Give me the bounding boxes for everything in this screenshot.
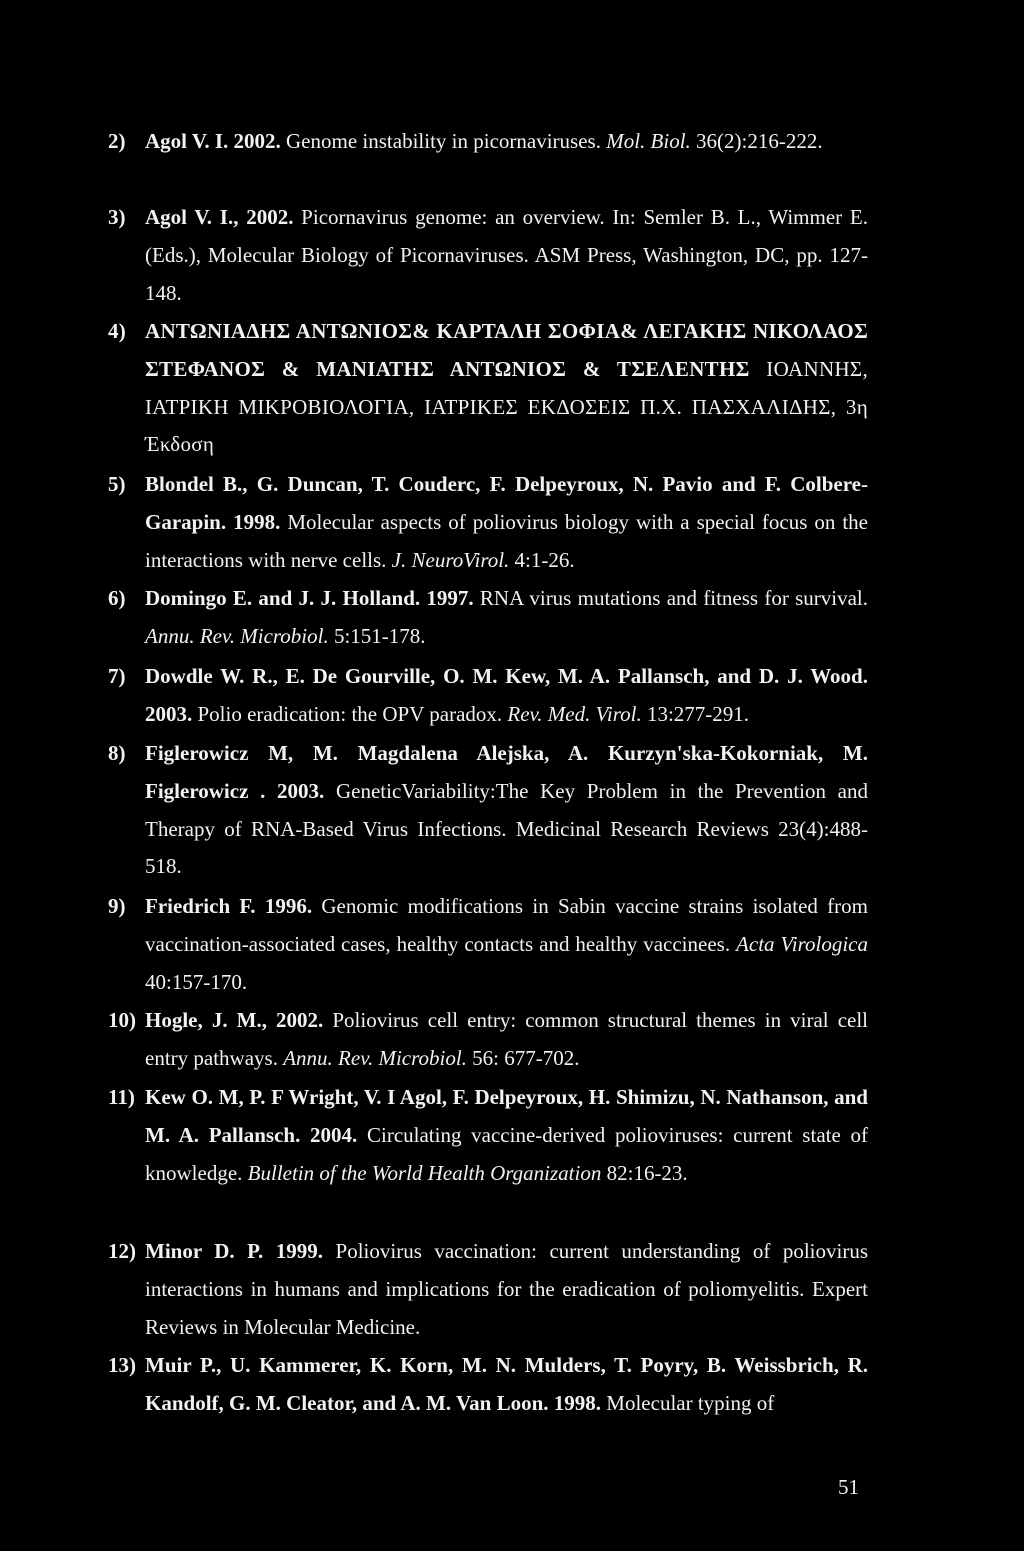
reference-text (145, 1079, 868, 1192)
reference-item (108, 313, 868, 464)
reference-number: 4) (108, 319, 127, 343)
reference-text (145, 1347, 868, 1423)
reference-title: Polio eradication: the OPV paradox. (192, 701, 508, 726)
reference-details: 56: 677-702. (466, 1045, 580, 1070)
reference-authors: Figlerowicz M, M. Magdalena Alejska, A. Kurzyn'ska-Kokorniak, M. Figlerowicz . 2003. (145, 741, 868, 803)
reference-text (145, 658, 868, 734)
reference-text (145, 313, 868, 464)
reference-authors: Hogle, J. M., 2002. (145, 1008, 324, 1032)
reference-authors: Domingo E. and J. J. Holland. 1997. (145, 586, 474, 610)
reference-details: 36(2):216-222. (690, 129, 823, 153)
reference-text (145, 580, 868, 656)
reference-title: Poliovirus cell entry: common structural themes in viral cell entry pathways. (145, 1008, 869, 1070)
reference-journal: Rev. Med. Virol. (507, 701, 642, 726)
reference-details: 82:16-23. (601, 1160, 688, 1185)
reference-number: 11) (108, 1085, 135, 1109)
reference-authors: Blondel B., G. Duncan, T. Couderc, F. Delpeyroux, N. Pavio and F. Colbere-Garapin. 1998. (145, 472, 868, 534)
reference-details: 5:151-178. (328, 623, 426, 648)
reference-journal: Bulletin of the World Health Organization (247, 1160, 602, 1185)
reference-title: GeneticVariability:The Key Problem in the Prevention and Therapy of RNA-Based Virus Infections. Medicinal Research Reviews 23(4):488-518. (145, 778, 869, 879)
reference-number: 12) (108, 1239, 136, 1263)
reference-journal: J. NeuroVirol. (391, 547, 510, 572)
reference-item (108, 123, 868, 161)
reference-text (145, 888, 868, 1001)
reference-journal: Acta Virologica (736, 931, 868, 956)
reference-number: 9) (108, 894, 126, 918)
reference-text (145, 1002, 868, 1078)
reference-journal: Annu. Rev. Microbiol. (283, 1045, 467, 1070)
reference-number: 3) (108, 205, 126, 229)
reference-text (145, 735, 868, 886)
reference-authors: Friedrich F. 1996. (145, 894, 313, 918)
reference-item (108, 199, 868, 312)
reference-details: 40:157-170. (145, 969, 248, 994)
reference-text (145, 466, 868, 579)
reference-number: 10) (108, 1008, 136, 1032)
reference-text (145, 199, 868, 312)
reference-title: Circulating vaccine-derived polioviruses: current state of knowledge. (145, 1122, 868, 1185)
reference-title: Genome instability in picornaviruses. (280, 129, 607, 153)
reference-item (108, 1347, 868, 1423)
reference-number: 2) (108, 129, 126, 153)
reference-authors: ΑΝΤΩΝΙΑΔΗΣ ΑΝΤΩΝΙΟΣ& ΚΑΡΤΑΛΗ ΣΟΦΙΑ& ΛΕΓΑΚΗΣ ΝΙΚΟΛΑΟΣ ΣΤΕΦΑΝΟΣ & ΜΑΝΙΑΤΗΣ ΑΝΤΩΝΙΟΣ & ΤΣΕΛΕΝΤΗΣ (145, 319, 868, 381)
reference-title: Poliovirus vaccination: current understanding of poliovirus interactions in humans and implications for the eradication of poliomyelitis. Expert Reviews in Molecular Medicine. (145, 1239, 869, 1339)
reference-title: RNA virus mutations and fitness for survival. (473, 586, 868, 610)
reference-journal: Mol. Biol. (606, 129, 691, 153)
reference-journal: Annu. Rev. Microbiol. (145, 623, 329, 648)
reference-number: 13) (108, 1353, 136, 1377)
reference-authors: Agol V. I., 2002. (145, 205, 294, 229)
reference-number: 7) (108, 664, 126, 688)
reference-item (108, 735, 868, 886)
reference-number: 5) (108, 472, 126, 496)
reference-authors: Agol V. I. 2002. (145, 129, 281, 153)
reference-item (108, 658, 868, 734)
reference-title: Molecular aspects of poliovirus biology with a special focus on the interactions with nerve cells. (145, 509, 868, 572)
reference-title: Genomic modifications in Sabin vaccine strains isolated from vaccination-associated cases, healthy contacts and healthy vaccinees. (145, 894, 868, 956)
reference-authors: Muir P., U. Kammerer, K. Korn, M. N. Mulders, T. Poyry, B. Weissbrich, R. Kandolf, G. M. Cleator, and A. M. Van Loon. 1998. (145, 1353, 868, 1415)
page-number: 51 (838, 1475, 859, 1499)
reference-item (108, 1079, 868, 1192)
reference-number: 6) (108, 586, 126, 610)
reference-text (145, 123, 868, 161)
reference-item (108, 1233, 868, 1346)
reference-details: 4:1-26. (509, 547, 575, 572)
reference-number: 8) (108, 741, 126, 765)
reference-item (108, 888, 868, 1001)
reference-item (108, 1002, 868, 1078)
reference-authors: Kew O. M, P. F Wright, V. I Agol, F. Delpeyroux, H. Shimizu, N. Nathanson, and M. A. Pallansch. 2004. (145, 1085, 868, 1147)
reference-text (145, 1233, 868, 1346)
reference-details: 13:277-291. (641, 701, 750, 726)
reference-authors: Dowdle W. R., E. De Gourville, O. M. Kew, M. A. Pallansch, and D. J. Wood. 2003. (145, 664, 868, 726)
reference-title: Molecular typing of (601, 1390, 775, 1415)
reference-item (108, 466, 868, 579)
reference-title: ΙΟΑΝΝΗΣ, ΙΑΤΡΙΚΗ ΜΙΚΡΟΒΙΟΛΟΓΙΑ, ΙΑΤΡΙΚΕΣ ΕΚΔΟΣΕΙΣ Π.Χ. ΠΑΣΧΑΛΙΔΗΣ, 3η Έκδοση (145, 356, 868, 457)
reference-title: Picornavirus genome: an overview. In: Semler B. L., Wimmer E. (Eds.), Molecular Biology of Picornaviruses. ASM Press, Washington, DC, pp. 127-148. (145, 205, 868, 305)
reference-item (108, 580, 868, 656)
reference-authors: Minor D. P. 1999. (145, 1239, 324, 1263)
